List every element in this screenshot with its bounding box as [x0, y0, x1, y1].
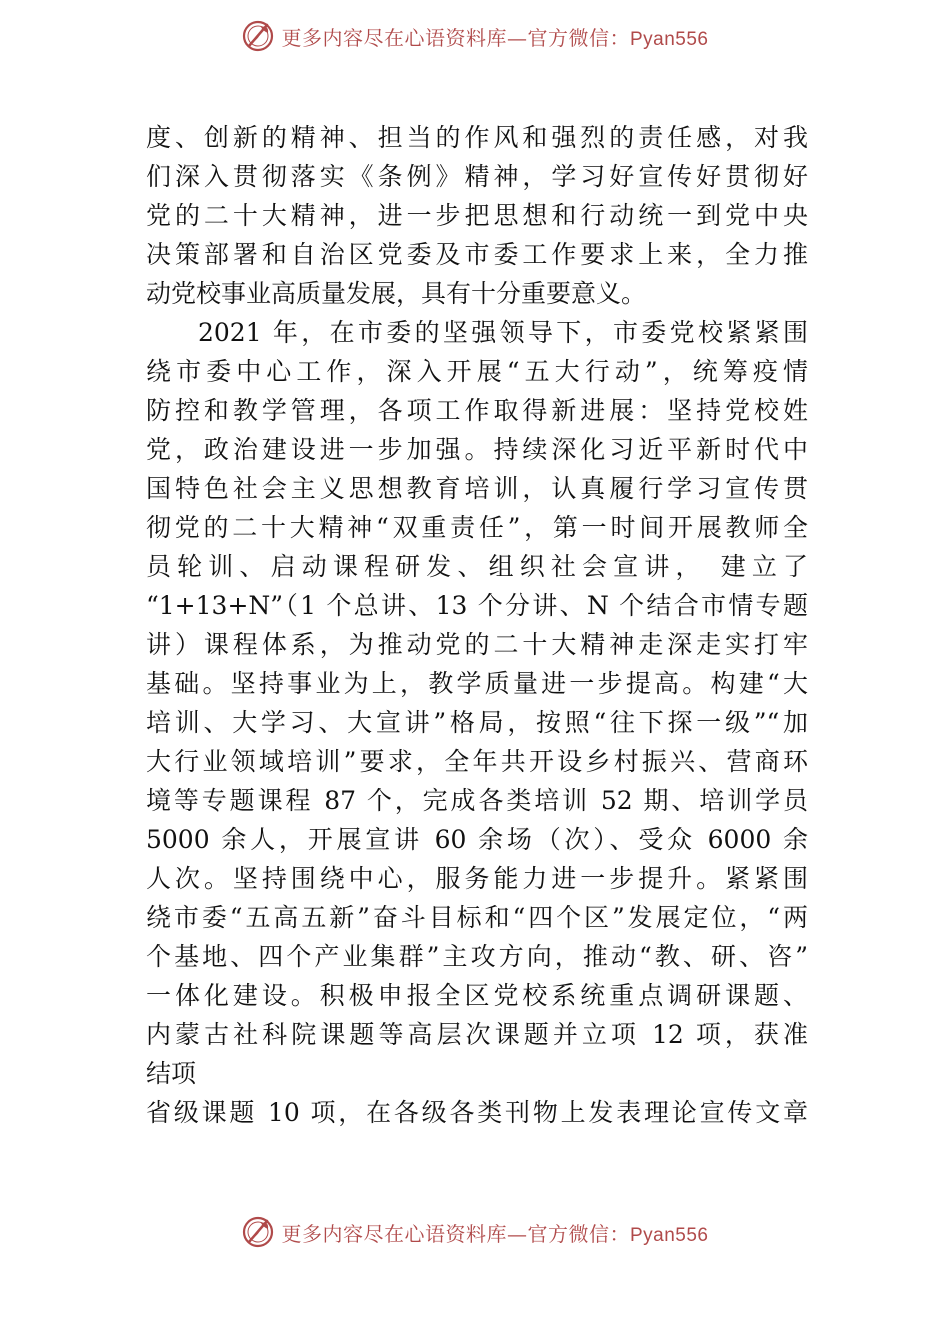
text-line: 人次。坚持围绕中心，服务能力进一步提升。紧紧围 [146, 864, 808, 893]
text-line: 国特色社会主义思想教育培训，认真履行学习宣传贯 [146, 474, 808, 503]
text-line: 动党校事业高质量发展，具有十分重要意义。 [146, 279, 647, 308]
text-line: 防控和教学管理，各项工作取得新进展：坚持党校姓 [146, 396, 808, 425]
paragraph-1 [146, 118, 808, 313]
text-line: 彻党的二十大精神“双重责任”，第一时间开展教师全 [146, 513, 808, 542]
watermark-banner-bottom [0, 1212, 950, 1252]
quill-logo-icon [241, 1215, 275, 1249]
text-line: 培训、大学习、大宣讲”格局，按照“往下探一级”“加 [146, 708, 808, 737]
text-line: 一体化建设。积极申报全区党校系统重点调研课题、 [146, 981, 808, 1010]
text-line: 们深入贯彻落实《条例》精神，学习好宣传好贯彻好 [146, 162, 808, 191]
text-line: 绕市委“五高五新”奋斗目标和“四个区”发展定位，“两 [146, 903, 808, 932]
text-line: 绕市委中心工作，深入开展“五大行动”，统筹疫情 [146, 357, 808, 386]
quill-logo-icon [241, 19, 275, 53]
text-line: 省级课题 10 项，在各级各类刊物上发表理论宣传文章 [146, 1098, 808, 1127]
text-line: 党的二十大精神，进一步把思想和行动统一到党中央 [146, 201, 808, 230]
text-line: 结项 [146, 1059, 197, 1088]
wechat-id: Pyan556 [629, 1224, 709, 1246]
text-line: 党，政治建设进一步加强。持续深化习近平新时代中 [146, 435, 808, 464]
text-line: 基础。坚持事业为上，教学质量进一步提高。构建“大 [146, 669, 808, 698]
wechat-id: Pyan556 [629, 28, 709, 50]
text-line: 境等专题课程 87 个，完成各类培训 52 期、培训学员 [146, 786, 808, 815]
document-body [146, 118, 808, 1132]
text-line: “1+13+N”（1 个总讲、13 个分讲、N 个结合市情专题 [146, 591, 808, 620]
watermark-banner-top [0, 16, 950, 56]
text-line: 2021 年，在市委的坚强领导下，市委党校紧紧围 [198, 318, 808, 347]
text-line: 大行业领域培训”要求，全年共开设乡村振兴、营商环 [146, 747, 808, 776]
text-line: 内蒙古社科院课题等高层次课题并立项 12 项，获准 [146, 1020, 808, 1049]
text-line: 5000 余人，开展宣讲 60 余场（次）、受众 6000 余 [146, 825, 808, 854]
text-line: 员轮训、启动课程研发、组织社会宣讲， 建立了 [146, 552, 808, 581]
watermark-text: 更多内容尽在心语资料库—官方微信：Pyan556 [281, 25, 709, 50]
text-line: 度、创新的精神、担当的作风和强烈的责任感，对我 [146, 123, 808, 152]
paragraph-2 [146, 313, 808, 1132]
text-line: 决策部署和自治区党委及市委工作要求上来，全力推 [146, 240, 808, 269]
text-line: 个基地、四个产业集群”主攻方向，推动“教、研、咨” [146, 942, 808, 971]
text-line: 讲）课程体系，为推动党的二十大精神走深走实打牢 [146, 630, 808, 659]
watermark-text: 更多内容尽在心语资料库—官方微信：Pyan556 [281, 1221, 709, 1246]
